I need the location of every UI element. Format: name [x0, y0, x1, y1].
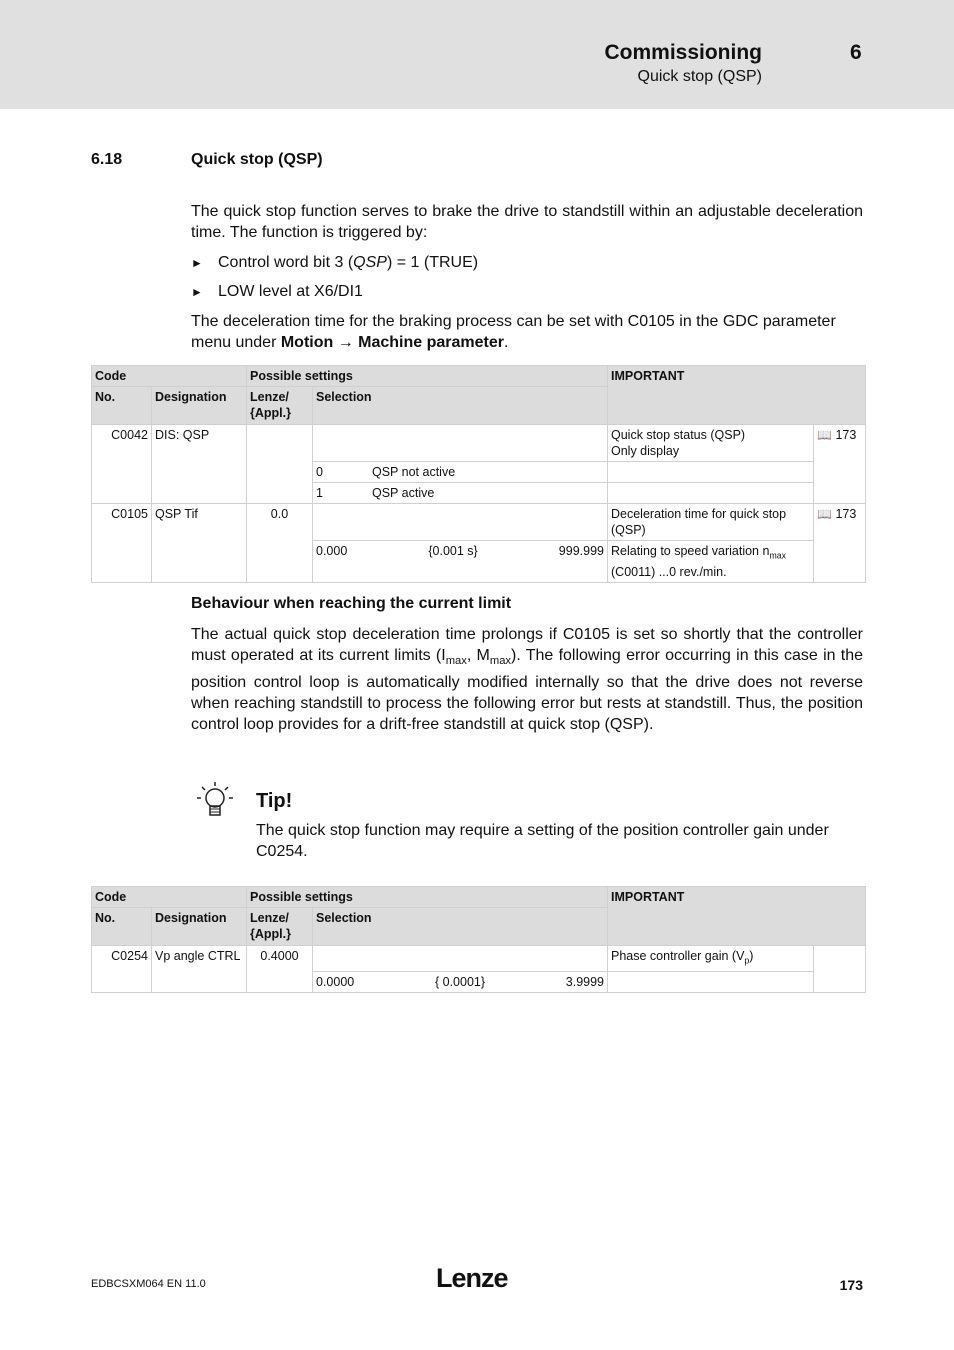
c0105-lenze: 0.0 — [247, 504, 313, 583]
c0042-ref: 📖 173 — [814, 425, 866, 504]
c0254-range-important — [608, 971, 814, 992]
c0042-important: Quick stop status (QSP) Only display — [608, 425, 814, 462]
c0042-option-0-important — [608, 462, 814, 483]
document-code: EDBCSXM064 EN 11.0 — [91, 1278, 206, 1290]
th-no: No. — [92, 908, 152, 946]
c0105-selection — [313, 504, 608, 541]
th-lenze: Lenze/ {Appl.} — [247, 908, 313, 946]
th-no: No. — [92, 387, 152, 425]
section-number: 6.18 — [91, 151, 123, 168]
th-possible-settings: Possible settings — [247, 887, 608, 908]
tip-title: Tip! — [256, 790, 293, 812]
th-important: IMPORTANT — [608, 366, 866, 425]
c0042-no: C0042 — [92, 425, 152, 504]
page-header — [0, 0, 954, 109]
lenze-logo: Lenze — [436, 1263, 508, 1293]
th-designation: Designation — [152, 387, 247, 425]
th-designation: Designation — [152, 908, 247, 946]
chapter-number: 6 — [850, 41, 862, 64]
current-limit-heading: Behaviour when reaching the current limit — [191, 595, 512, 612]
book-icon: 📖 — [817, 428, 832, 442]
tip-text: The quick stop function may require a setting of the position controller gain under C0254. — [256, 822, 829, 860]
th-code: Code — [92, 887, 247, 908]
th-selection: Selection — [313, 387, 608, 425]
c0254-selection — [313, 946, 608, 972]
c0254-range: 0.0000 { 0.0001} 3.9999 — [313, 971, 608, 992]
c0105-ref: 📖 173 — [814, 504, 866, 583]
c0042-option-1: 1 QSP active — [313, 483, 608, 504]
lightbulb-icon — [196, 780, 236, 820]
bullet-arrow-icon: ► — [191, 285, 203, 299]
c0105-no: C0105 — [92, 504, 152, 583]
c0042-selection — [313, 425, 608, 462]
th-lenze: Lenze/ {Appl.} — [247, 387, 313, 425]
c0254-ref — [814, 946, 866, 993]
parameter-table-c0254 — [91, 886, 866, 993]
c0105-designation: QSP Tif — [152, 504, 247, 583]
section-title: Quick stop (QSP) — [191, 151, 323, 168]
c0105-range: 0.000 {0.001 s} 999.999 — [313, 541, 608, 583]
c0105-range-important: Relating to speed variation $n_{max}$ (C0011) ...0 rev./min. — [608, 541, 814, 583]
chapter-title: Commissioning — [604, 41, 762, 64]
c0254-lenze: 0.4000 — [247, 946, 313, 993]
c0042-designation: DIS: QSP — [152, 425, 247, 504]
th-code: Code — [92, 366, 247, 387]
c0042-option-1-important — [608, 483, 814, 504]
th-possible-settings: Possible settings — [247, 366, 608, 387]
page-number: 173 — [839, 1277, 863, 1293]
bullet-control-word: ► Control word bit 3 (QSP) = 1 (TRUE) — [191, 252, 478, 274]
book-icon: 📖 — [817, 507, 832, 521]
c0042-option-0: 0 QSP not active — [313, 462, 608, 483]
parameter-table-qsp — [91, 365, 866, 583]
bullet-arrow-icon: ► — [191, 256, 203, 270]
c0254-important: Phase controller gain $(V_p)$ — [608, 946, 814, 972]
th-selection: Selection — [313, 908, 608, 946]
c0254-designation: Vp angle CTRL — [152, 946, 247, 993]
decel-paragraph: The deceleration time for the braking process can be set with C0105 in the GDC parameter menu under Motion → Machine parameter. — [191, 313, 836, 351]
c0254-no: C0254 — [92, 946, 152, 993]
th-important: IMPORTANT — [608, 887, 866, 946]
c0105-important: Deceleration time for quick stop (QSP) — [608, 504, 814, 541]
intro-paragraph: The quick stop function serves to brake the drive to standstill within an adjustable deceleration time. The function is triggered by: — [191, 203, 863, 241]
bullet-low-level: ► LOW level at X6/DI1 — [191, 281, 363, 303]
section-subtitle: Quick stop (QSP) — [637, 68, 762, 85]
c0042-lenze — [247, 425, 313, 504]
current-limit-paragraph: The actual quick stop deceleration time prolongs if C0105 is set so shortly that the controller must operated at its current limits ($I_{max}$, $M_{max}$). The following error occurring in this case in the position control loop is automatically modified internally so that the drive does not reverse when reaching standstill to process the following error but rests at standstill. Thus, the position control loop provides for a drift-free standstill at quick stop (QSP). — [191, 626, 864, 734]
